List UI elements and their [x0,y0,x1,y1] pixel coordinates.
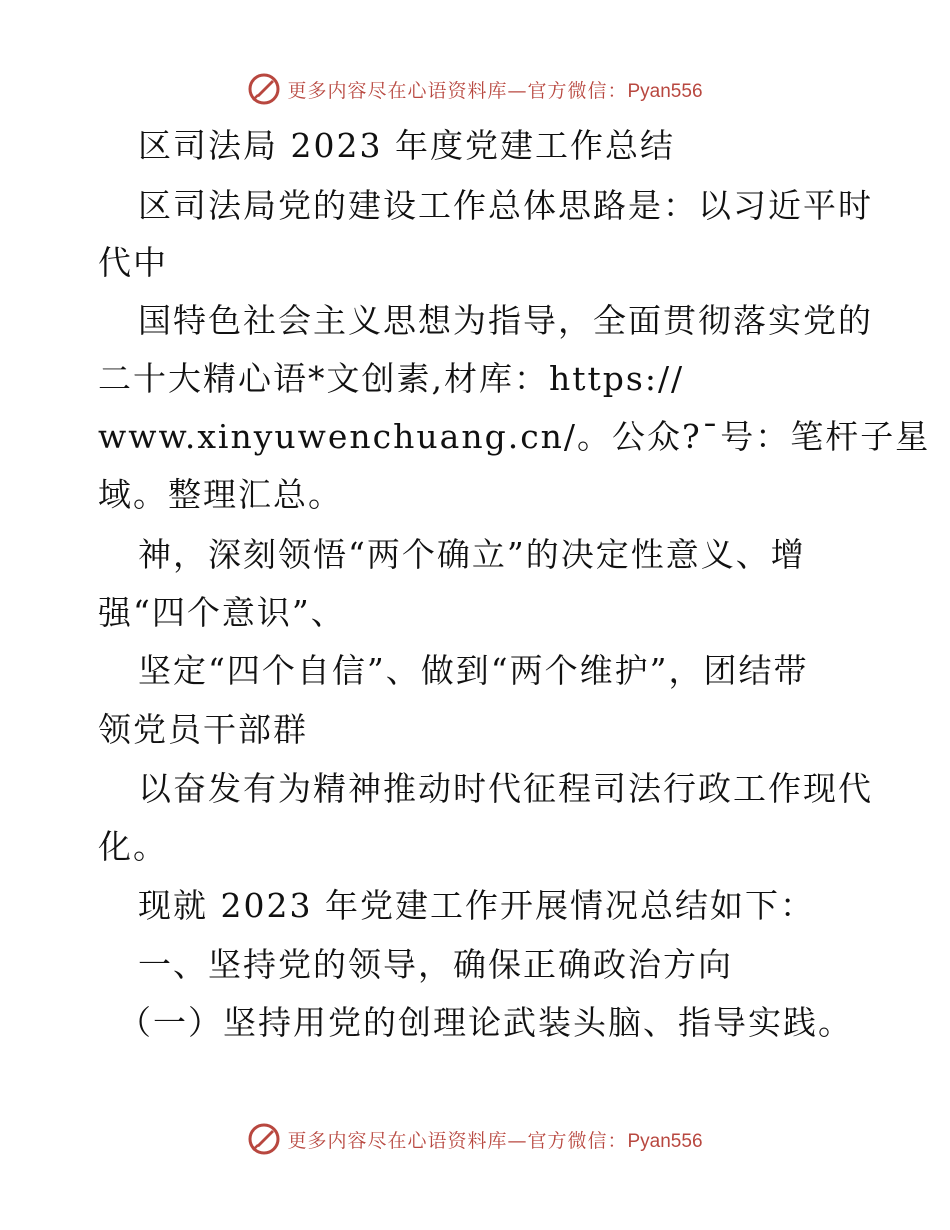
text-line: 化。 [98,827,168,866]
text-line: 二十大精心语*文创素,材库：https:// [98,359,685,398]
watermark-account: Pyan556 [627,1130,703,1152]
text-line: www.xinyuwenchuang.cn/。公众?¯号：笔杆子星 [98,417,931,456]
watermark-text [287,1126,702,1153]
text-line: 国特色社会主义思想为指导，全面贯彻落实党的 [138,301,873,340]
document-title: 区司法局 2023 年度党建工作总结 [138,126,675,165]
text-line: 区司法局党的建设工作总体思路是：以习近平时 [138,186,873,225]
watermark-text [287,76,702,103]
text-line: 域。整理汇总。 [98,475,343,514]
watermark-prefix: 更多内容尽在心语资料库—官方微信： [287,1129,628,1152]
text-line: 现就 2023 年党建工作开展情况总结如下： [138,886,815,925]
watermark-prefix: 更多内容尽在心语资料库—官方微信： [287,79,628,102]
text-line: 强“四个意识”、 [98,593,346,632]
subsection-heading: （一）坚持用党的创理论武装头脑、指导实践。 [118,1003,853,1042]
text-line: 领党员干部群 [98,710,308,749]
watermark-account: Pyan556 [627,80,703,102]
text-line: 神，深刻领悟“两个确立”的决定性意义、增 [138,535,806,574]
text-line: 代中 [98,243,168,282]
watermark-footer [0,1122,950,1156]
quill-seal-icon [247,1122,281,1156]
watermark-header [0,72,950,106]
text-line: 以奋发有为精神推动时代征程司法行政工作现代 [138,769,873,808]
quill-seal-icon [247,72,281,106]
text-line: 坚定“四个自信”、做到“两个维护”，团结带 [138,651,809,690]
section-heading: 一、坚持党的领导，确保正确政治方向 [138,945,733,984]
